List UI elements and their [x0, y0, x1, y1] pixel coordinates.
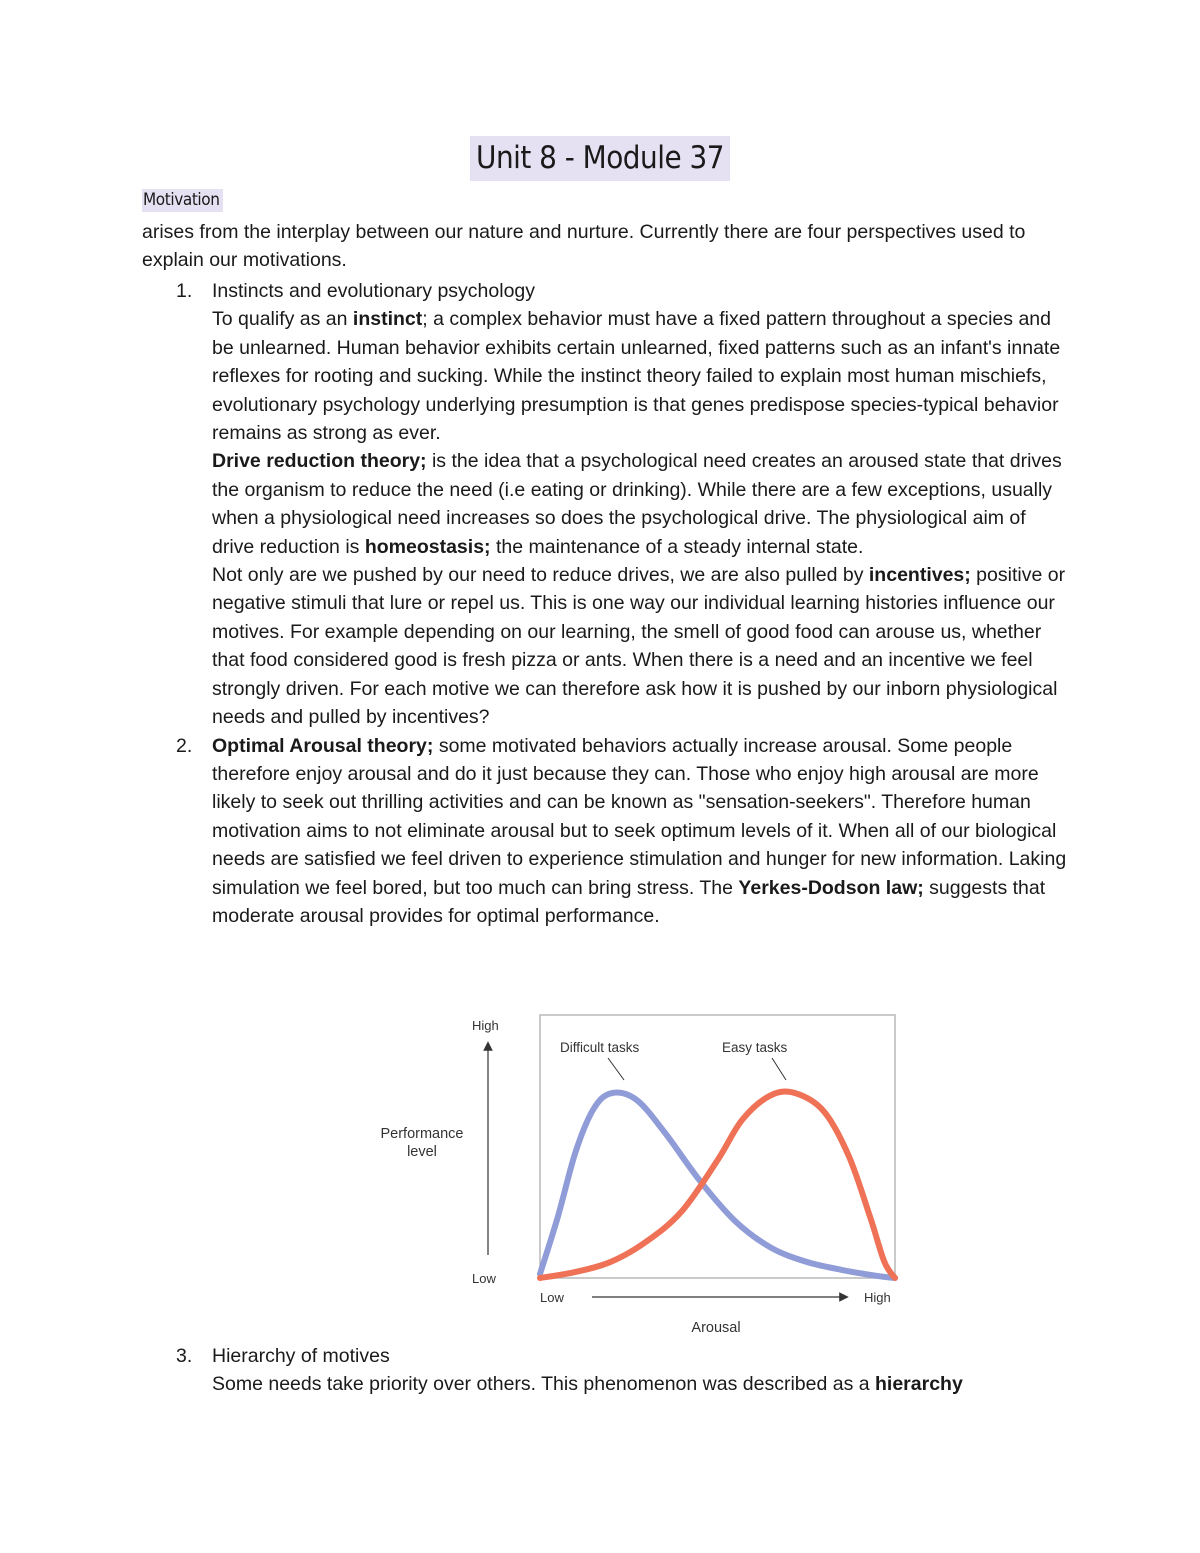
annotation-difficult-tasks: Difficult tasks: [560, 1040, 640, 1055]
item-heading: Instincts and evolutionary psychology: [212, 280, 536, 302]
term-optimal-arousal: Optimal Arousal theory;: [212, 734, 434, 757]
term-incentives: incentives;: [868, 564, 971, 587]
incentives-paragraph: Not only are we pushed by our need to reduce drives, we are also pulled by incentives; positive or negative stimuli that lure or repel us. This is one way our individual learning histories influence our motives. For example depending on our learning, the smell of good food can arouse us, whether that food considered good is fresh pizza or ants. When there is a need and an incentive we feel strongly driven. For each motive we can therefore ask how it is pushed by our inborn physiological needs and pulled by incentives?: [212, 564, 1066, 729]
item-heading: Hierarchy of motives: [212, 1345, 390, 1367]
x-axis-label: Arousal: [691, 1320, 741, 1336]
term-hierarchy: hierarchy: [875, 1373, 963, 1396]
term-yerkes-dodson: Yerkes-Dodson law;: [738, 876, 924, 899]
yerkes-dodson-chart: [360, 1010, 920, 1340]
optimal-arousal-paragraph: Optimal Arousal theory; some motivated behaviors actually increase arousal. Some people therefore enjoy arousal and do it just because they can. Those who enjoy high arousal are more likely to seek out thrilling activities and can be known as "sensation-seekers". Therefore human motivation aims to not eliminate arousal but to seek optimum levels of it. When all of our biological needs are satisfied we feel driven to experience stimulation and hunger for new information. Laking simulation we feel bored, but too much can bring stress. The Yerkes-Dodson law; suggests that moderate arousal provides for optimal performance.: [212, 734, 1067, 927]
hierarchy-paragraph: Some needs take priority over others. This phenomenon was described as a hierarchy: [212, 1373, 963, 1396]
page-title: [0, 140, 1200, 176]
intro-paragraph: arises from the interplay between our nature and nurture. Currently there are four perspectives used to explain our motivations.: [142, 221, 1026, 272]
section-heading: [142, 190, 223, 210]
annotation-leader-easy: [772, 1058, 786, 1080]
list-number: 1.: [176, 280, 193, 302]
x-tick-label-low: Low: [540, 1290, 564, 1305]
list-item-1: [142, 277, 1072, 930]
y-axis-label: Performance level: [380, 1126, 464, 1160]
list-number: 3.: [176, 1345, 193, 1367]
instinct-paragraph: To qualify as an instinct; a complex behavior must have a fixed pattern throughout a species and be unlearned. Human behavior exhibits certain unlearned, fixed patterns such as an infant's innate reflexes for rooting and sucking. While the instinct theory failed to explain most human mischiefs, evolutionary psychology underlying presumption is that genes predispose species-typical behavior remains as strong as ever.: [212, 308, 1061, 445]
y-tick-label-high: High: [472, 1018, 499, 1033]
annotation-easy-tasks: Easy tasks: [722, 1040, 788, 1055]
page-title-text: Unit 8 - Module 37: [470, 136, 730, 181]
term-homeostasis: homeostasis;: [364, 535, 491, 558]
term-drive-reduction: Drive reduction theory;: [212, 450, 427, 473]
y-tick-label-low: Low: [472, 1271, 496, 1286]
list-number: 2.: [176, 734, 193, 757]
series-line-difficult-tasks: [540, 1093, 895, 1278]
x-tick-label-high: High: [864, 1290, 891, 1305]
list-item-3: [142, 1342, 1072, 1399]
drive-reduction-paragraph: Drive reduction theory; is the idea that a psychological need creates an aroused state that drives the organism to reduce the need (i.e eating or drinking). While there are a few exceptions, usually when a physiological need increases so does the psychological drive. The physiological aim of drive reduction is homeostasis; the maintenance of a steady internal state.: [212, 450, 1062, 558]
term-instinct: instinct: [352, 308, 423, 331]
annotation-leader-difficult: [608, 1058, 624, 1080]
series-line-easy-tasks: [540, 1092, 895, 1278]
section-heading-text: Motivation: [142, 189, 223, 212]
